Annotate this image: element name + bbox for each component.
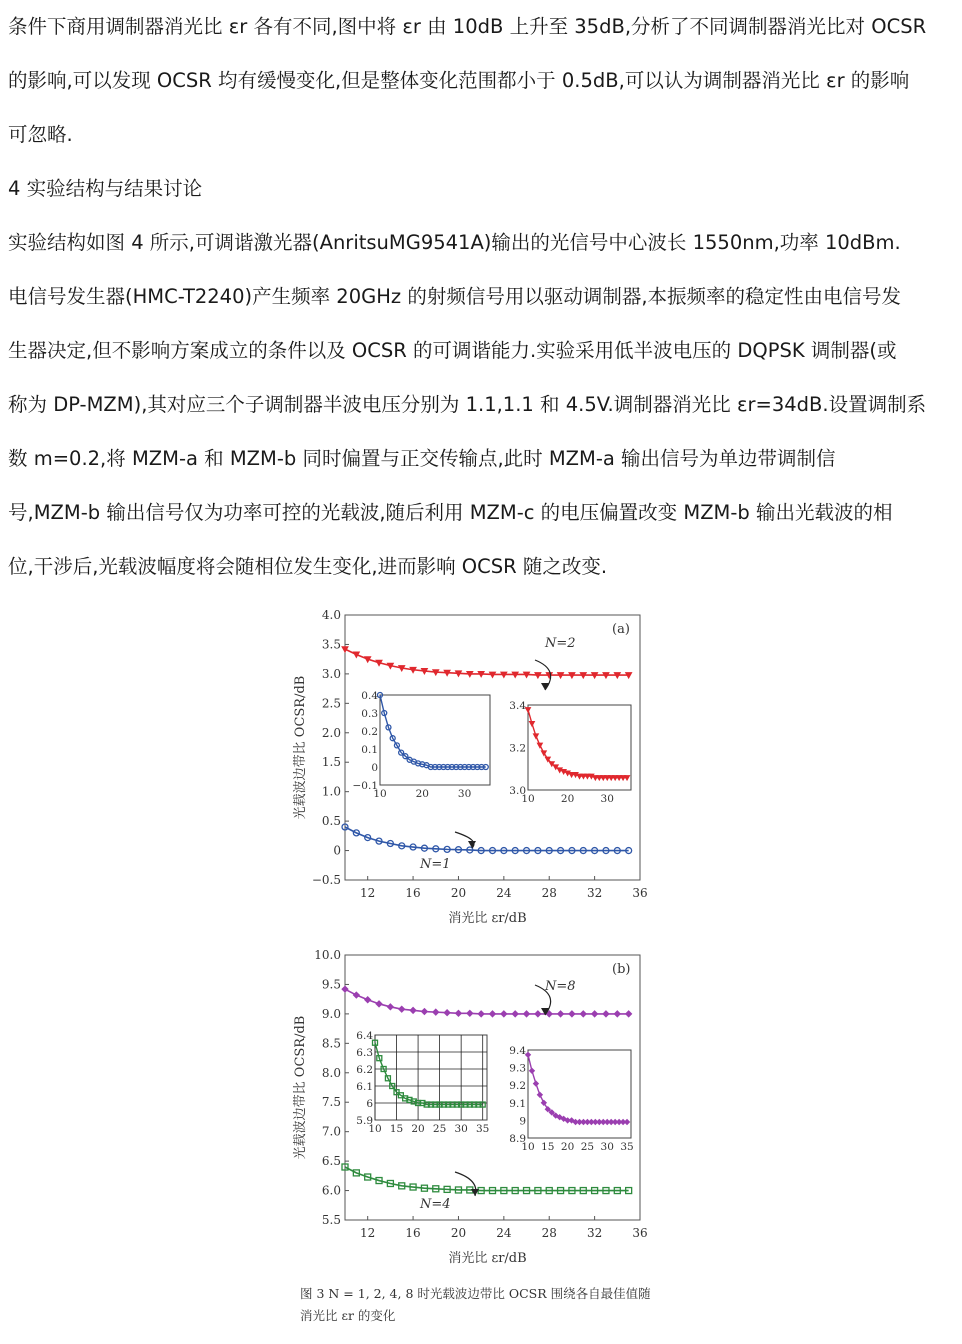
inset-y-tick-label: 9.4 bbox=[509, 1045, 526, 1057]
data-point bbox=[365, 997, 371, 1003]
body-text bbox=[8, 0, 954, 594]
text-line-4: 4 实验结构与结果讨论 bbox=[8, 177, 203, 200]
inset-y-tick-label: 0.3 bbox=[361, 708, 378, 720]
y-tick-label: 2.0 bbox=[321, 725, 341, 740]
inset-x-tick-label: 30 bbox=[600, 793, 614, 805]
inset-y-tick-label: 9 bbox=[519, 1115, 526, 1128]
inset-x-tick-label: 30 bbox=[600, 1141, 614, 1153]
inset-x-tick-label: 20 bbox=[560, 1141, 575, 1153]
inset-x-tick-label: 15 bbox=[541, 1141, 555, 1153]
y-tick-label: 6.0 bbox=[321, 1183, 341, 1198]
text-line-5: 实验结构如图 4 所示,可调谐激光器(AnritsuMG9541A)输出的光信号中心波长 1550nm,功率 10dBm. bbox=[8, 231, 901, 254]
data-point bbox=[535, 1011, 541, 1017]
data-point bbox=[592, 1011, 598, 1017]
series-line-n-8 bbox=[345, 989, 629, 1014]
x-axis-label: 消光比 εr/dB bbox=[448, 1251, 527, 1266]
inset-x-tick-label: 20 bbox=[560, 793, 575, 805]
panel-label: (b) bbox=[612, 962, 631, 977]
data-point bbox=[376, 1001, 382, 1007]
inset-n-8 bbox=[509, 1045, 633, 1153]
caption-line-1: 图 3 N = 1, 2, 4, 8 时光载波边带比 OCSR 围绕各自最佳值随 bbox=[300, 1286, 651, 1301]
inset-y-tick-label: 0 bbox=[371, 762, 378, 774]
data-point bbox=[421, 1009, 427, 1015]
y-tick-label: 9.5 bbox=[321, 977, 341, 992]
y-tick-label: 2.5 bbox=[321, 696, 341, 711]
figure-3 bbox=[290, 600, 670, 1340]
inset-y-tick-label: 3.0 bbox=[509, 785, 526, 797]
data-point bbox=[569, 1011, 575, 1017]
text-line-2: 的影响,可以发现 OCSR 均有缓慢变化,但是整体变化范围都小于 0.5dB,可以认为调制器消光比 εr 的影响 bbox=[8, 69, 910, 92]
x-tick-label: 12 bbox=[360, 886, 376, 900]
y-axis-label: 光载波边带比 OCSR/dB bbox=[293, 1015, 308, 1160]
inset-x-tick-label: 20 bbox=[411, 1123, 425, 1135]
inset-n-1 bbox=[353, 690, 491, 800]
data-point bbox=[433, 1009, 439, 1015]
text-line-6: 电信号发生器(HMC-T2240)产生频率 20GHz 的射频信号用以驱动调制器,本振频率的稳定性由电信号发 bbox=[8, 285, 902, 308]
inset-y-tick-label: 6.3 bbox=[356, 1047, 373, 1059]
inset-y-tick-label: 3.4 bbox=[509, 700, 526, 712]
inset-x-tick-label: 20 bbox=[415, 788, 429, 800]
data-point bbox=[478, 1011, 484, 1017]
inset-x-tick-label: 25 bbox=[580, 1141, 595, 1153]
inset-y-tick-label: 0.4 bbox=[361, 690, 378, 702]
x-tick-label: 16 bbox=[405, 1226, 421, 1240]
x-tick-label: 28 bbox=[541, 886, 557, 900]
y-tick-label: 8.5 bbox=[321, 1036, 341, 1051]
y-tick-label: 1.0 bbox=[321, 784, 341, 799]
x-tick-label: 28 bbox=[541, 1226, 557, 1240]
series-annotation: N=1 bbox=[420, 857, 451, 872]
data-point bbox=[387, 1004, 393, 1010]
data-point bbox=[614, 1011, 620, 1017]
inset-n-4 bbox=[356, 1030, 489, 1135]
data-point bbox=[342, 986, 348, 992]
x-tick-label: 12 bbox=[360, 1226, 376, 1240]
data-point bbox=[558, 1011, 564, 1017]
y-tick-label: 3.5 bbox=[321, 637, 341, 652]
series-annotation: N=8 bbox=[545, 979, 576, 994]
data-point bbox=[467, 1010, 473, 1016]
inset-x-tick-label: 30 bbox=[457, 788, 472, 800]
series-line-n-1 bbox=[345, 827, 629, 851]
y-tick-label: −0.5 bbox=[311, 873, 341, 887]
inset-x-tick-label: 35 bbox=[620, 1141, 634, 1153]
panel-label: (a) bbox=[612, 622, 630, 637]
text-line-3: 可忽略. bbox=[8, 123, 73, 146]
inset-x-tick-label: 10 bbox=[373, 788, 387, 800]
y-tick-label: 7.0 bbox=[321, 1124, 341, 1139]
y-tick-label: 0 bbox=[333, 843, 341, 858]
text-line-1: 条件下商用调制器消光比 εr 各有不同,图中将 εr 由 10dB 上升至 35dB,分析了不同调制器消光比对 OCSR bbox=[8, 15, 927, 38]
y-tick-label: 6.5 bbox=[321, 1154, 341, 1169]
inset-y-tick-label: 3.2 bbox=[509, 742, 526, 755]
y-tick-label: 5.5 bbox=[321, 1213, 341, 1227]
figure-caption bbox=[300, 1283, 670, 1327]
inset-y-tick-label: −0.1 bbox=[352, 780, 378, 792]
y-tick-label: 10.0 bbox=[314, 948, 341, 962]
inset-n-2 bbox=[509, 700, 631, 805]
chart-panel-a bbox=[292, 608, 648, 926]
y-axis-label: 光载波边带比 OCSR/dB bbox=[293, 675, 308, 820]
x-tick-label: 32 bbox=[586, 886, 603, 900]
data-point bbox=[444, 1010, 450, 1016]
inset-x-tick-label: 30 bbox=[454, 1123, 468, 1135]
data-point bbox=[580, 1011, 586, 1017]
y-tick-label: 8.0 bbox=[321, 1065, 341, 1080]
y-tick-label: 1.5 bbox=[321, 755, 341, 770]
y-tick-label: 3.0 bbox=[321, 666, 341, 681]
x-tick-label: 32 bbox=[586, 1226, 603, 1240]
data-point bbox=[455, 1010, 461, 1016]
inset-y-tick-label: 0.1 bbox=[361, 744, 378, 756]
inset-x-tick-label: 35 bbox=[476, 1123, 490, 1135]
inset-y-tick-label: 0.2 bbox=[361, 726, 378, 738]
inset-y-tick-label: 5.9 bbox=[356, 1115, 373, 1127]
y-tick-label: 9.0 bbox=[321, 1006, 341, 1021]
text-line-8: 称为 DP-MZM),其对应三个子调制器半波电压分别为 1.1,1.1 和 4.5V.调制器消光比 εr=34dB.设置调制系 bbox=[8, 393, 927, 416]
inset-y-tick-label: 9.3 bbox=[509, 1062, 526, 1075]
x-tick-label: 16 bbox=[405, 886, 421, 900]
inset-y-tick-label: 8.9 bbox=[509, 1133, 526, 1145]
inset-x-tick-label: 10 bbox=[521, 1141, 535, 1153]
x-tick-label: 20 bbox=[450, 1226, 467, 1240]
text-line-9: 数 m=0.2,将 MZM-a 和 MZM-b 同时偏置与正交传输点,此时 MZM-a 输出信号为单边带调制信 bbox=[8, 447, 836, 470]
y-tick-label: 4.0 bbox=[321, 608, 341, 622]
inset-x-tick-label: 25 bbox=[432, 1123, 447, 1135]
text-line-11: 位,干涉后,光载波幅度将会随相位发生变化,进而影响 OCSR 随之改变. bbox=[8, 555, 608, 578]
inset-y-tick-label: 9.1 bbox=[509, 1097, 526, 1110]
x-tick-label: 36 bbox=[632, 1226, 648, 1240]
series-annotation: N=4 bbox=[420, 1197, 451, 1212]
x-tick-label: 36 bbox=[632, 886, 648, 900]
data-point bbox=[490, 1011, 496, 1017]
inset-y-tick-label: 6.1 bbox=[356, 1081, 373, 1093]
data-point bbox=[512, 1011, 518, 1017]
data-point bbox=[410, 1007, 416, 1013]
inset-y-tick-label: 6 bbox=[366, 1098, 373, 1110]
series-annotation: N=2 bbox=[545, 636, 576, 651]
x-tick-label: 24 bbox=[496, 886, 512, 900]
inset-x-tick-label: 10 bbox=[521, 793, 535, 805]
x-tick-label: 20 bbox=[450, 886, 467, 900]
data-point bbox=[353, 992, 359, 998]
x-axis-label: 消光比 εr/dB bbox=[448, 911, 527, 926]
y-tick-label: 0.5 bbox=[321, 814, 341, 829]
text-line-10: 号,MZM-b 输出信号仅为功率可控的光载波,随后利用 MZM-c 的电压偏置改变 MZM-b 输出光载波的相 bbox=[8, 501, 893, 524]
y-tick-label: 7.5 bbox=[321, 1095, 341, 1110]
text-line-7: 生器决定,但不影响方案成立的条件以及 OCSR 的可调谐能力.实验采用低半波电压的 DQPSK 调制器(或 bbox=[8, 339, 897, 362]
data-point bbox=[501, 1011, 507, 1017]
inset-y-tick-label: 9.2 bbox=[509, 1080, 526, 1093]
figure-3-charts bbox=[290, 600, 670, 1280]
inset-y-tick-label: 6.2 bbox=[356, 1064, 373, 1076]
x-tick-label: 24 bbox=[496, 1226, 512, 1240]
inset-y-tick-label: 6.4 bbox=[356, 1030, 373, 1042]
data-point bbox=[626, 1011, 632, 1017]
inset-x-tick-label: 15 bbox=[389, 1123, 404, 1135]
inset-x-tick-label: 10 bbox=[368, 1123, 382, 1135]
series-line-n-2 bbox=[345, 649, 629, 675]
caption-line-2: 消光比 εr 的变化 bbox=[300, 1308, 396, 1323]
data-point bbox=[399, 1006, 405, 1012]
inset-frame bbox=[380, 695, 490, 785]
chart-panel-b bbox=[292, 948, 648, 1266]
data-point bbox=[524, 1011, 530, 1017]
data-point bbox=[603, 1011, 609, 1017]
